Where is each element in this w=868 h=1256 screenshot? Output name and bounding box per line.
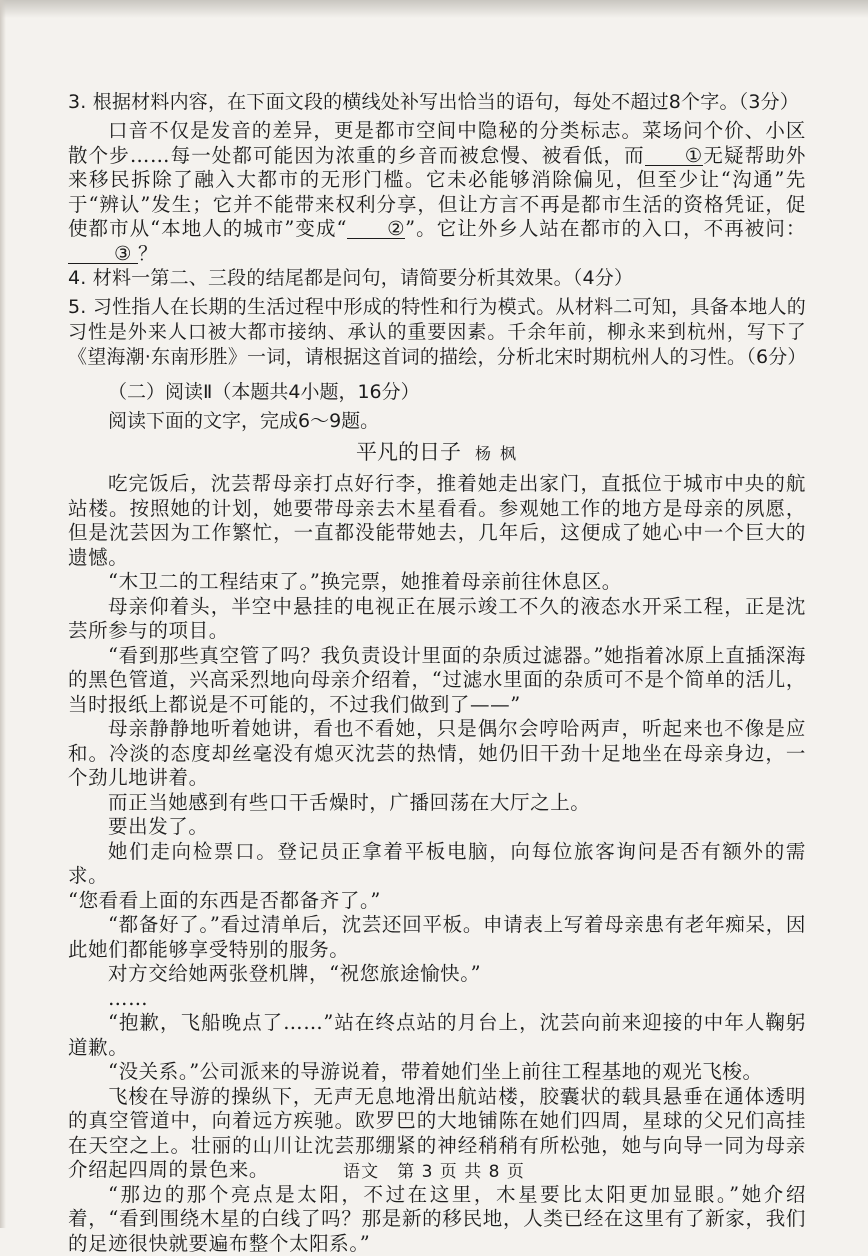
story-paragraph: “那边的那个亮点是太阳，不过在这里，木星要比太阳更加显眼。”她介绍着，“看到围绕木星的白线了吗？那是新的移民地，人类已经在这里有了新家，我们的足迹很快就要遍布整个太阳系。”: [68, 1183, 806, 1256]
question-4: 4. 材料一第二、三段的结尾都是问句，请简要分析其效果。（4分）: [68, 266, 806, 291]
story-paragraph: 而正当她感到有些口干舌燥时，广播回荡在大厅之上。: [68, 791, 806, 816]
story-paragraph: “抱歉，飞船晚点了……”站在终点站的月台上，沈芸向前来迎接的中年人鞠躬道歉。: [68, 1011, 806, 1060]
story-paragraph: 吃完饭后，沈芸帮母亲打点好行李，推着她走出家门，直抵位于城市中央的航站楼。按照她的计划，她要带母亲去木星看看。参观她工作的地方是母亲的夙愿，但是沈芸因为工作繁忙，一直都没能带她去，几年后，这便成了她心中一个巨大的遗憾。: [68, 472, 806, 570]
story-title-row: [68, 438, 806, 468]
scan-top-shadow: [0, 0, 868, 18]
blank-3: ③: [68, 244, 138, 264]
story-body: [68, 472, 806, 1256]
story-paragraph: “木卫二的工程结束了。”换完票，她推着母亲前往休息区。: [68, 570, 806, 595]
story-paragraph: “都备好了。”看过清单后，沈芸还回平板。申请表上写着母亲患有老年痴呆，因此她们都能够享受特别的服务。: [68, 913, 806, 962]
story-author: 杨 枫: [475, 444, 518, 463]
scan-left-shadow: [0, 0, 6, 1228]
question-3: 3. 根据材料内容，在下面文段的横线处补写出恰当的语句，每处不超过8个字。（3分）: [68, 90, 806, 115]
section-instruction: 阅读下面的文字，完成6～9题。: [108, 409, 806, 434]
question-3-passage: [68, 119, 806, 266]
story-paragraph: 母亲静静地听着她讲，看也不看她，只是偶尔会哼哈两声，听起来也不像是应和。冷淡的态度却丝毫没有熄灭沈芸的热情，她仍旧干劲十足地坐在母亲身边，一个劲儿地讲着。: [68, 717, 806, 791]
story-paragraph: 要出发了。: [68, 815, 806, 840]
story-paragraph: 对方交给她两张登机牌，“祝您旅途愉快。”: [68, 962, 806, 987]
blank-2: ②: [347, 219, 405, 239]
question-5: 5. 习性指人在长期的生活过程中形成的特性和行为模式。从材料二可知，具备本地人的习性是外来人口被大都市接纳、承认的重要因素。千余年前，柳永来到杭州，写下了《望海潮·东南形胜》一词，请根据这首词的描绘，分析北宋时期杭州人的习性。（6分）: [68, 295, 806, 370]
story-paragraph: “看到那些真空管了吗？我负责设计里面的杂质过滤器。”她指着冰原上直插深海的黑色管道，兴高采烈地向母亲介绍着，“过滤水里面的杂质可不是个简单的活儿，当时报纸上都说是不可能的，不过我们做到了——”: [68, 644, 806, 718]
blank-1: ①: [645, 146, 703, 166]
story-paragraph: 飞梭在导游的操纵下，无声无息地滑出航站楼，胶囊状的载具悬垂在通体透明的真空管道中，向着远方疾驰。欧罗巴的大地铺陈在她们四周，星球的父兄们高挂在天空之上。壮丽的山川让沈芸那绷紧的神经稍稍有所松弛，她与向导一同为母亲介绍起四周的景色来。: [68, 1085, 806, 1183]
q3-text-2: 无疑帮助外来移民拆除了融入大都市的无形门槛。它未必能够消除偏见，但至少让“沟通”先于“辨认”发生；它并不能带来权利分享，但让方言不再是都市生活的资格凭证，促使都市从“本地人的城市”变成“: [68, 144, 806, 241]
story-paragraph: “您看看上面的东西是否都备齐了。”: [68, 889, 806, 914]
q3-text-1: 口音不仅是发音的差异，更是都市空间中隐秘的分类标志。菜场问个价、小区散个步……每一处都可能因为浓重的乡音而被怠慢、被看低，而: [68, 119, 806, 167]
q3-text-3: ”。它让外乡人站在都市的入口，不再被问：: [405, 217, 806, 240]
section-heading: （二）阅读Ⅱ（本题共4小题，16分）: [108, 380, 806, 405]
story-title: 平凡的日子: [356, 440, 461, 464]
story-ellipsis: ……: [68, 987, 806, 1012]
story-paragraph: “没关系。”公司派来的导游说着，带着她们坐上前往工程基地的观光飞梭。: [68, 1060, 806, 1085]
q3-text-4: ？: [138, 242, 158, 265]
page-footer: 语文 第 3 页 共 8 页: [0, 1157, 868, 1182]
story-paragraph: 母亲仰着头，半空中悬挂的电视正在展示竣工不久的液态水开采工程，正是沈芸所参与的项目。: [68, 595, 806, 644]
story-paragraph: 她们走向检票口。登记员正拿着平板电脑，向每位旅客询问是否有额外的需求。: [68, 840, 806, 889]
